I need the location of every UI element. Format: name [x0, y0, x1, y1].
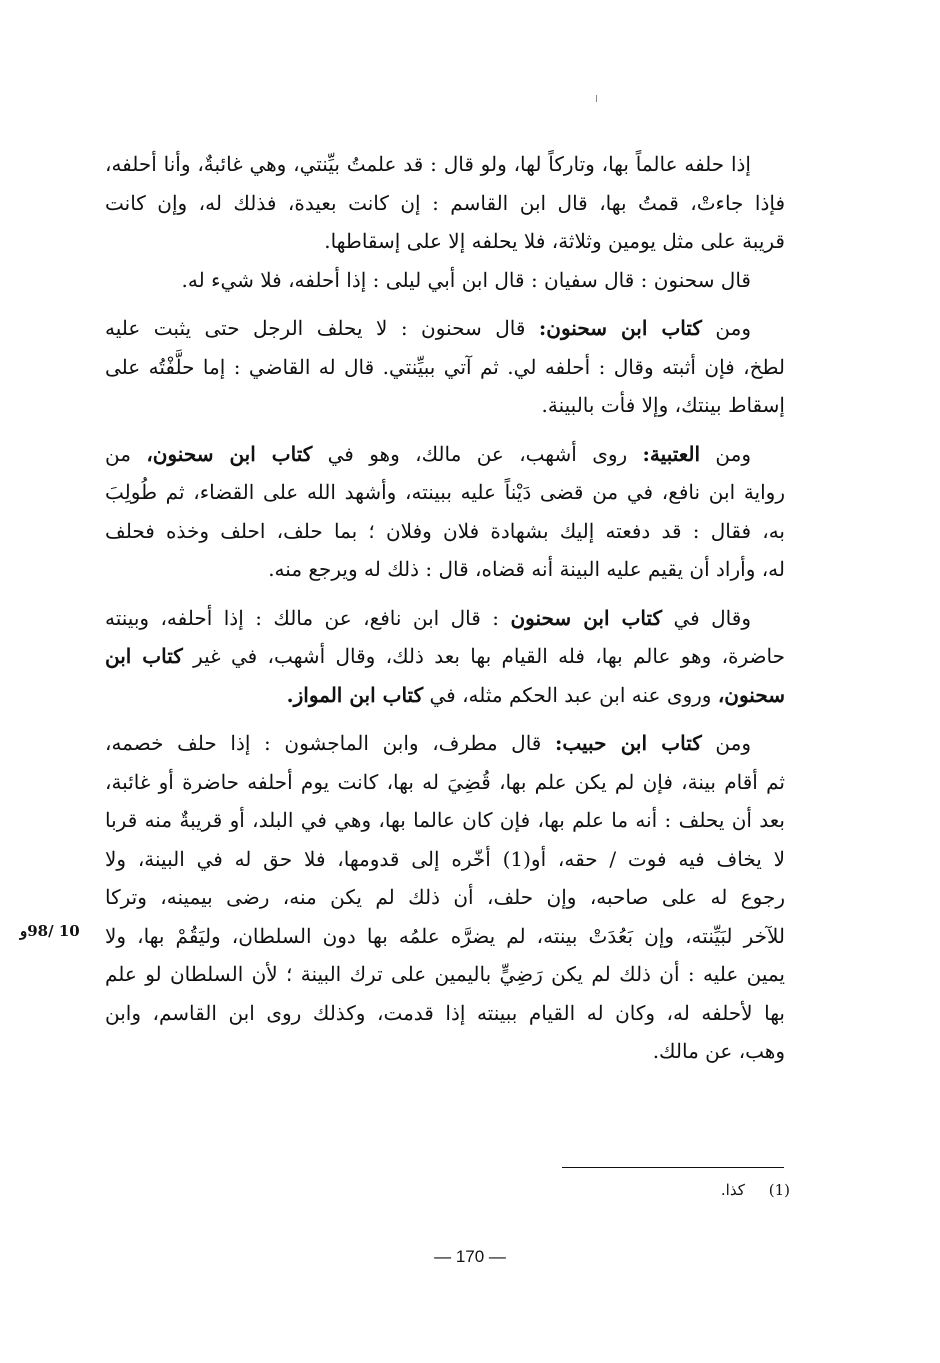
- text-line: لطخ، فإن أثبته وقال : أحلفه لي. ثم آتي ببيِّنتي. قال له القاضي : إما حلَّفْتُه على: [105, 354, 785, 379]
- text-segment: وقال في: [662, 605, 751, 630]
- text-line: ثم أقام بينة، فإن لم يكن علم بها، قُضِيَ له بها، كانت يوم أحلفه حاضرة أو غائبة،: [105, 769, 785, 794]
- book-title: كتاب ابن حبيب:: [555, 731, 702, 755]
- footnote-marker: (1): [768, 1181, 790, 1199]
- text-line: قال سحنون : قال سفيان : قال ابن أبي ليلى : إذا أحلفه، فلا شيء له.: [181, 267, 751, 292]
- book-title: كتاب ابن: [105, 644, 183, 668]
- footnote: [721, 1181, 790, 1199]
- text-line: به، فقال : قد دفعته إليك بشهادة فلان وفلان ؛ بما حلف، احلف وخذه فحلف: [105, 518, 785, 543]
- text-line: لا يخاف فيه فوت / حقه، أو(1) أخّره إلى قدومها، فلا حق له في البينة، ولا: [105, 846, 785, 871]
- text-segment: ومن: [701, 316, 752, 340]
- book-title: كتاب ابن المواز.: [286, 682, 424, 707]
- text-line: قريبة على مثل يومين وثلاثة، فلا يحلفه إلا على إسقاطها.: [324, 229, 785, 253]
- text-line: [105, 676, 785, 715]
- text-line: [105, 435, 785, 474]
- paragraph: [105, 435, 785, 589]
- paragraph: [105, 599, 785, 715]
- text-line: له، وأراد أن يقيم عليه البينة أنه قضاه، قال : ذلك له ويرجع منه.: [268, 557, 785, 581]
- paragraph: [105, 145, 785, 261]
- book-title: سحنون،: [717, 682, 785, 707]
- paragraph: [105, 309, 785, 425]
- text-line: إسقاط بينتك، وإلا فأت بالبينة.: [541, 393, 785, 417]
- text-segment: روى أشهب، عن مالك، وهو في: [312, 441, 643, 466]
- text-segment: قال مطرف، وابن الماجشون : إذا حلف خصمه،: [105, 731, 555, 755]
- text-line: بها لأحلفه له، وكان له القيام ببينته إذا قدمت، وكذلك روى ابن القاسم، وابن: [105, 1000, 785, 1025]
- book-title: كتاب ابن سحنون: [510, 605, 663, 630]
- page-body: [105, 145, 785, 1071]
- text-segment: قال سحنون : لا يحلف الرجل حتى يثبت عليه: [105, 316, 539, 340]
- text-segment: : قال ابن نافع، عن مالك : إذا أحلفه، وبينته: [105, 605, 511, 630]
- scan-mark: [596, 95, 597, 102]
- text-line: فإذا جاءتْ، قمتُ بها، قال ابن القاسم : إن كانت بعيدة، فذلك له، وإن كانت: [105, 190, 785, 215]
- page-number: — 170 —: [434, 1247, 506, 1266]
- text-line: [105, 309, 785, 348]
- text-line: بعد أن يحلف : أنه ما علم بها، فإن كان عالما بها، وهي في البلد، أو قريبةٌ منه قربا: [105, 808, 785, 832]
- text-line: للآخر لبَيِّنته، وإن بَعُدَتْ بينته، لم يضرَّه علمُه بها دون السلطان، وليَقُمْ بها، ولا: [105, 923, 785, 948]
- text-line: [105, 599, 785, 638]
- book-title: العتبية:: [642, 441, 701, 466]
- text-line: [105, 724, 785, 763]
- text-line: [105, 637, 785, 676]
- text-line: رواية ابن نافع، في من قضى دَيْناً عليه ببينته، وأشهد الله على القضاء، ثم طُولِبَ: [105, 480, 785, 504]
- text-line: رجوع له على صاحبه، وإن حلف، أن ذلك لم يكن منه، رضى بيمينه، وتركا: [105, 885, 785, 909]
- paragraph: [105, 724, 785, 1071]
- footnote-divider: [562, 1167, 784, 1168]
- book-title: كتاب ابن سحنون،: [146, 441, 313, 466]
- text-segment: وروى عنه ابن عبد الحكم مثله، في: [423, 682, 718, 707]
- text-line: يمين عليه : أن ذلك لم يكن رَضِيٍّ باليمين على ترك البينة ؛ لأن السلطان لو علم: [105, 962, 785, 986]
- manuscript-folio-reference: 10 /98و: [20, 922, 80, 940]
- text-segment: من: [105, 441, 147, 466]
- text-segment: ومن: [701, 731, 751, 755]
- footnote-text: كذا.: [720, 1181, 745, 1199]
- book-title: كتاب ابن سحنون:: [538, 316, 702, 340]
- text-segment: ومن: [700, 441, 752, 466]
- text-segment: حاضرة، وهو عالم بها، فله القيام بها بعد ذلك، وقال أشهب، في غير: [182, 644, 785, 668]
- paragraph: [105, 261, 785, 300]
- text-line: إذا حلفه عالماً بها، وتاركاً لها، ولو قال : قد علمتُ بيِّنتي، وهي غائبةٌ، وأنا أحلفه،: [105, 152, 751, 176]
- text-line: وهب، عن مالك.: [652, 1039, 785, 1063]
